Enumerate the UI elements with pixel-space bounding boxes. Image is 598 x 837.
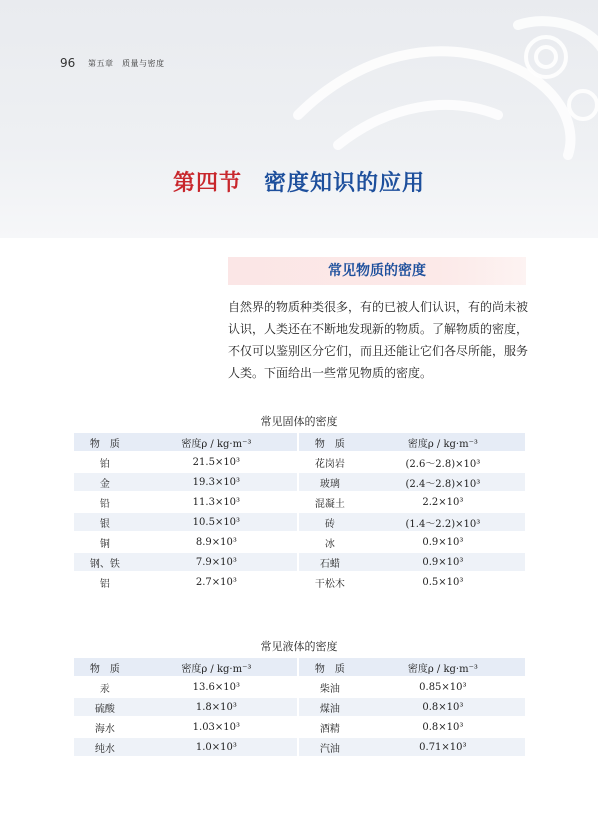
substance-cell: 海水 [94, 723, 115, 735]
density-cell: 1.03×10³ [136, 718, 299, 736]
density-cell: 10.5×10³ [136, 513, 299, 531]
substance-cell: 铂 [99, 458, 110, 470]
column-header: 密度ρ / kg·m⁻³ [136, 658, 299, 676]
page-number: 96 [60, 56, 76, 70]
section-title [0, 166, 598, 197]
density-cell: 2.2×10³ [422, 496, 464, 508]
substance-cell: 干松木 [314, 578, 345, 590]
liquids-density-table [74, 656, 525, 758]
column-header: 密度ρ / kg·m⁻³ [361, 433, 525, 451]
density-cell: 19.3×10³ [136, 473, 299, 491]
table-row [74, 533, 525, 551]
table-row [74, 678, 525, 696]
density-cell: 0.85×10³ [419, 681, 467, 693]
substance-cell: 混凝土 [314, 498, 345, 510]
substance-cell: 钢、铁 [74, 553, 136, 571]
density-cell: 0.9×10³ [361, 553, 525, 571]
section-number: 第四节 [172, 170, 242, 196]
table-row [74, 718, 525, 736]
density-cell: 0.71×10³ [361, 738, 525, 756]
substance-cell: 纯水 [74, 738, 136, 756]
density-cell: 8.9×10³ [136, 533, 299, 551]
density-cell: (1.4～2.2)×10³ [361, 513, 525, 531]
table-row [74, 698, 525, 716]
substance-cell: 酒精 [319, 723, 340, 735]
table-row [74, 473, 525, 491]
column-header: 密度ρ / kg·m⁻³ [361, 658, 525, 676]
substance-cell: 硫酸 [74, 698, 136, 716]
liquids-table-caption: 常见液体的密度 [260, 640, 338, 653]
substance-cell: 铅 [99, 498, 110, 510]
substance-cell: 汽油 [299, 738, 361, 756]
density-cell: 21.5×10³ [136, 453, 299, 471]
substance-cell: 金 [74, 473, 136, 491]
table-row [74, 553, 525, 571]
table-row [74, 513, 525, 531]
subsection-heading: 常见物质的密度 [228, 257, 526, 285]
density-cell: 2.7×10³ [136, 573, 299, 591]
density-cell: 0.9×10³ [422, 536, 464, 548]
density-cell: 11.3×10³ [136, 493, 299, 511]
substance-cell: 煤油 [299, 698, 361, 716]
header-banner [0, 0, 598, 238]
substance-cell: 铜 [99, 538, 110, 550]
solids-table-caption: 常见固体的密度 [260, 415, 338, 428]
density-cell: 1.8×10³ [136, 698, 299, 716]
density-cell: 13.6×10³ [136, 678, 299, 696]
density-cell: 0.5×10³ [422, 576, 464, 588]
substance-cell: 砖 [299, 513, 361, 531]
substance-cell: 柴油 [319, 683, 340, 695]
substance-cell: 汞 [99, 683, 110, 695]
table-row [74, 453, 525, 471]
substance-cell: 铝 [99, 578, 110, 590]
intro-paragraph: 自然界的物质种类很多，有的已被人们认识，有的尚未被认识，人类还在不断地发现新的物质。了解物质的密度，不仅可以鉴别区分它们，而且还能让它们各尽所能，服务人类。下面给出一些常见物质的密度。 [228, 300, 529, 380]
column-header: 物 质 [74, 658, 136, 676]
section-name: 密度知识的应用 [264, 171, 426, 196]
solids-density-table [74, 431, 525, 593]
density-cell: 7.9×10³ [136, 553, 299, 571]
substance-cell: 银 [74, 513, 136, 531]
density-cell: 0.8×10³ [422, 721, 464, 733]
density-cell: (2.6～2.8)×10³ [405, 458, 481, 470]
substance-cell: 石蜡 [299, 553, 361, 571]
table-header-row [74, 433, 525, 451]
substance-cell: 花岗岩 [314, 458, 345, 470]
density-cell: 0.8×10³ [361, 698, 525, 716]
substance-cell: 冰 [324, 538, 335, 550]
column-header: 物 质 [299, 433, 361, 451]
table-row [74, 738, 525, 756]
column-header: 物 质 [74, 433, 136, 451]
table-row [74, 573, 525, 591]
substance-cell: 玻璃 [299, 473, 361, 491]
density-cell: 1.0×10³ [136, 738, 299, 756]
density-cell: (2.4～2.8)×10³ [361, 473, 525, 491]
column-header: 密度ρ / kg·m⁻³ [136, 433, 299, 451]
chapter-label: 第五章 质量与密度 [88, 59, 165, 68]
table-row [74, 493, 525, 511]
table-header-row [74, 658, 525, 676]
column-header: 物 质 [299, 658, 361, 676]
